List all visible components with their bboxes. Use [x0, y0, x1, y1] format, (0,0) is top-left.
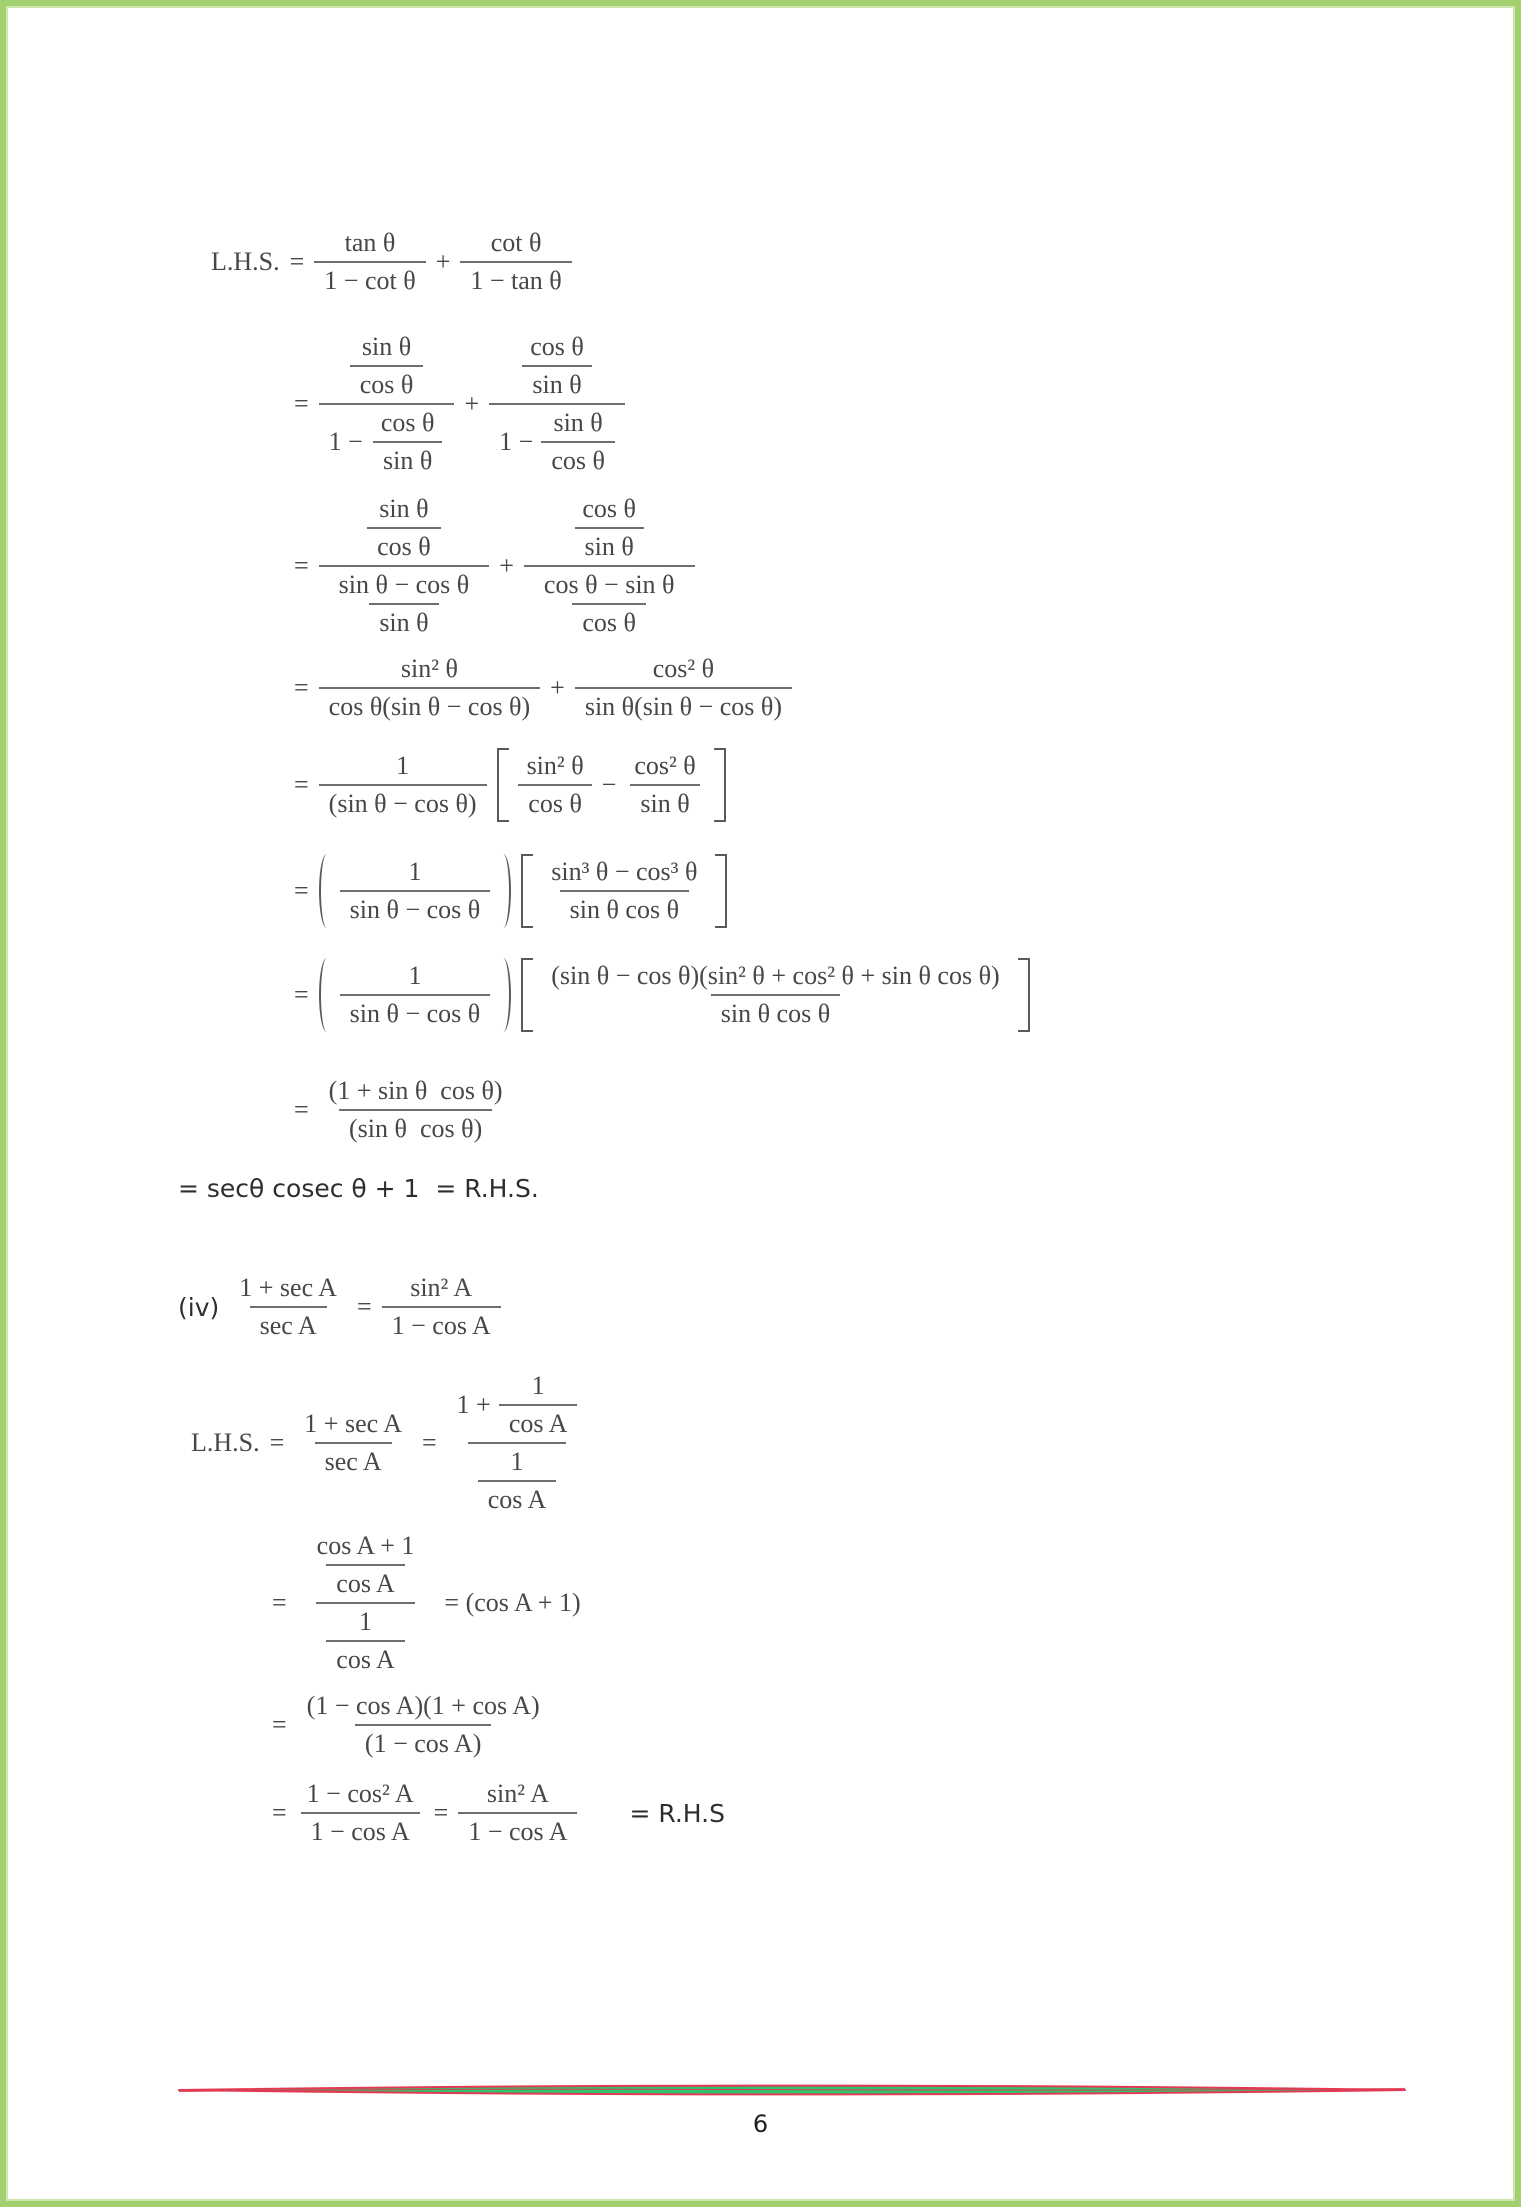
numerator: sin² A — [486, 1779, 549, 1808]
plus-sign: + — [435, 247, 451, 276]
denominator: sin θ — [373, 441, 442, 476]
fraction — [319, 654, 541, 722]
numerator — [357, 494, 451, 565]
numerator: 1 − cos² A — [306, 1779, 414, 1808]
denominator: cos θ — [572, 603, 646, 638]
left-square-bracket — [497, 748, 509, 822]
numerator: cos A + 1 — [316, 1531, 415, 1560]
equals-sign: = — [294, 980, 309, 1009]
equals-sign: = — [294, 770, 309, 799]
proof3-line-8 — [6, 1076, 1515, 1144]
paren-group — [319, 958, 512, 1032]
equals-sign: = — [356, 1292, 372, 1321]
equals-sign: = — [294, 1095, 309, 1124]
denominator: cos θ — [367, 527, 441, 562]
fraction — [541, 857, 707, 925]
proof3-line-1 — [6, 228, 1515, 296]
numerator — [447, 1371, 588, 1442]
denominator: cos A — [499, 1404, 578, 1439]
numerator: sin² θ — [526, 751, 584, 780]
fraction — [517, 751, 594, 819]
denominator — [468, 1442, 567, 1515]
numerator: (1 + sin θ cos θ) — [328, 1076, 503, 1105]
fraction — [489, 332, 625, 476]
proof3-line-4 — [6, 654, 1515, 722]
proof4-line-2 — [6, 1531, 1515, 1675]
bracket-content — [537, 854, 711, 928]
left-paren — [319, 854, 333, 928]
solutions-content — [6, 6, 1515, 1847]
numerator — [297, 1531, 435, 1602]
left-paren — [319, 958, 333, 1032]
equals-sign: = — [294, 389, 309, 418]
expression — [329, 408, 445, 476]
denominator: 1 − cos A — [458, 1812, 577, 1847]
fraction — [350, 332, 424, 400]
numerator: 1 — [408, 857, 422, 886]
fraction — [541, 961, 1009, 1029]
fraction — [340, 961, 491, 1029]
numerator: 1 + sec A — [239, 1273, 337, 1302]
equals-sign: = — [272, 1710, 287, 1739]
proof3-line-7 — [6, 958, 1515, 1032]
denominator: cos A — [326, 1564, 405, 1599]
equals-sign: = — [294, 551, 309, 580]
term: 1 − — [499, 427, 534, 456]
numerator: cos θ — [530, 332, 584, 361]
denominator: (sin θ cos θ) — [339, 1109, 492, 1144]
lhs-label: L.H.S. — [191, 1428, 260, 1457]
denominator: sin θ − cos θ — [340, 890, 491, 925]
denominator: cos A — [478, 1480, 557, 1515]
numerator: 1 — [396, 751, 410, 780]
proof4-statement — [6, 1273, 1515, 1341]
numerator: sin θ — [553, 408, 603, 437]
bracketed-group — [497, 748, 726, 822]
numerator: cos θ − sin θ — [543, 570, 675, 599]
numerator: cos² θ — [634, 751, 696, 780]
numerator: cot θ — [490, 228, 542, 257]
denominator: sec A — [315, 1442, 392, 1477]
denominator: sin θ — [522, 365, 591, 400]
numerator: sin θ — [379, 494, 429, 523]
denominator: sin θ — [369, 603, 438, 638]
right-square-bracket — [1018, 958, 1030, 1032]
fraction — [229, 1273, 347, 1341]
item-label: (iv) — [178, 1292, 220, 1322]
fraction — [326, 1607, 405, 1675]
numerator: (1 − cos A)(1 + cos A) — [306, 1691, 540, 1720]
denominator: cos A — [326, 1640, 405, 1675]
page-number: 6 — [752, 2110, 769, 2138]
denominator: sec A — [250, 1306, 327, 1341]
left-square-bracket — [521, 958, 533, 1032]
result-term: = (cos A + 1) — [444, 1588, 581, 1617]
divider-lens-icon — [176, 2082, 1408, 2098]
denominator: (1 − cos A) — [355, 1724, 491, 1759]
plus-sign: + — [550, 673, 565, 702]
numerator: 1 — [531, 1371, 545, 1400]
expression — [499, 408, 615, 476]
numerator — [340, 332, 434, 403]
fraction — [307, 1531, 425, 1599]
fraction — [524, 494, 695, 638]
denominator: 1 − cos A — [301, 1812, 420, 1847]
expression — [457, 1371, 578, 1439]
fraction — [624, 751, 705, 819]
numerator: 1 — [359, 1607, 373, 1636]
fraction — [447, 1371, 588, 1515]
fraction — [460, 228, 571, 296]
numerator: sin θ − cos θ — [338, 570, 470, 599]
denominator — [489, 403, 625, 476]
numerator: (sin θ − cos θ)(sin² θ + cos² θ + sin θ cos θ) — [551, 961, 1000, 990]
fraction — [319, 1076, 513, 1144]
fraction — [572, 494, 646, 562]
lhs-label: L.H.S. — [211, 247, 280, 276]
bracketed-group — [521, 958, 1029, 1032]
numerator: 1 + sec A — [304, 1409, 402, 1438]
bracket-content — [513, 748, 710, 822]
denominator — [316, 1602, 415, 1675]
denominator: (sin θ − cos θ) — [319, 784, 487, 819]
denominator: sin θ − cos θ — [340, 994, 491, 1029]
equals-sign: = — [294, 673, 309, 702]
proof3-result-line — [6, 1174, 1515, 1203]
numerator: sin³ θ − cos³ θ — [551, 857, 698, 886]
fraction — [297, 1531, 435, 1675]
proof4-line-1 — [6, 1371, 1515, 1515]
denominator — [319, 403, 455, 476]
fraction — [478, 1447, 557, 1515]
equals-sign: = — [433, 1798, 449, 1827]
denominator: 1 − cos A — [382, 1306, 501, 1341]
proof4-line-3 — [6, 1691, 1515, 1759]
equals-sign: = — [289, 247, 305, 276]
numerator — [562, 494, 656, 565]
equals-sign: = — [272, 1588, 287, 1617]
denominator: cos θ(sin θ − cos θ) — [319, 687, 541, 722]
fraction — [297, 1779, 424, 1847]
term: 1 − — [328, 427, 363, 456]
equals-sign: = — [269, 1428, 285, 1457]
numerator: 1 — [510, 1447, 524, 1476]
right-paren — [497, 854, 511, 928]
left-square-bracket — [521, 854, 533, 928]
denominator: sin θ — [630, 784, 699, 819]
numerator: tan θ — [344, 228, 396, 257]
numerator — [510, 332, 604, 403]
denominator: sin θ cos θ — [560, 890, 689, 925]
paren-group — [319, 854, 512, 928]
fraction — [294, 1409, 412, 1477]
equals-sign: = — [422, 1428, 437, 1457]
result-text: = secθ cosec θ + 1 = R.H.S. — [178, 1174, 539, 1203]
denominator: cos θ — [541, 441, 615, 476]
denominator — [319, 565, 490, 638]
denominator — [524, 565, 695, 638]
proof4-line-4 — [6, 1779, 1515, 1847]
denominator: 1 − tan θ — [460, 261, 571, 296]
fraction — [499, 1371, 578, 1439]
right-square-bracket — [715, 854, 727, 928]
fraction — [329, 570, 480, 638]
proof3-line-6 — [6, 854, 1515, 928]
equals-sign: = — [294, 876, 309, 905]
numerator: cos θ — [582, 494, 637, 523]
proof3-line-2 — [6, 332, 1515, 476]
fraction — [319, 751, 487, 819]
divider-ornament — [176, 2082, 1408, 2103]
denominator: sin θ cos θ — [711, 994, 840, 1029]
term: 1 + — [456, 1390, 491, 1419]
right-square-bracket — [714, 748, 726, 822]
rhs-result: = R.H.S — [629, 1798, 725, 1828]
fraction — [297, 1691, 550, 1759]
numerator: sin θ — [361, 332, 412, 361]
fraction — [458, 1779, 577, 1847]
bracket-content — [537, 958, 1013, 1032]
denominator: sin θ — [575, 527, 644, 562]
denominator: sin θ(sin θ − cos θ) — [575, 687, 792, 722]
denominator: 1 − cot θ — [314, 261, 425, 296]
denominator: cos θ — [518, 784, 592, 819]
fraction — [534, 570, 685, 638]
minus-sign: − — [601, 770, 617, 799]
plus-sign: + — [499, 551, 514, 580]
numerator: sin² A — [410, 1273, 473, 1302]
proof3-line-3 — [6, 494, 1515, 638]
proof3-line-5 — [6, 748, 1515, 822]
fraction — [382, 1273, 501, 1341]
numerator: sin² θ — [400, 654, 458, 683]
numerator: 1 — [408, 961, 422, 990]
fraction — [319, 494, 490, 638]
fraction — [520, 332, 594, 400]
fraction — [371, 408, 445, 476]
denominator: cos θ — [350, 365, 424, 400]
paren-content — [336, 854, 495, 928]
plus-sign: + — [464, 389, 480, 418]
fraction — [340, 857, 491, 925]
numerator: cos θ — [380, 408, 435, 437]
numerator: cos² θ — [652, 654, 715, 683]
fraction — [314, 228, 425, 296]
fraction — [367, 494, 441, 562]
right-paren — [497, 958, 511, 1032]
fraction — [319, 332, 455, 476]
paren-content — [336, 958, 495, 1032]
fraction — [575, 654, 792, 722]
equals-sign: = — [272, 1798, 287, 1827]
bracketed-group — [521, 854, 727, 928]
fraction — [541, 408, 615, 476]
